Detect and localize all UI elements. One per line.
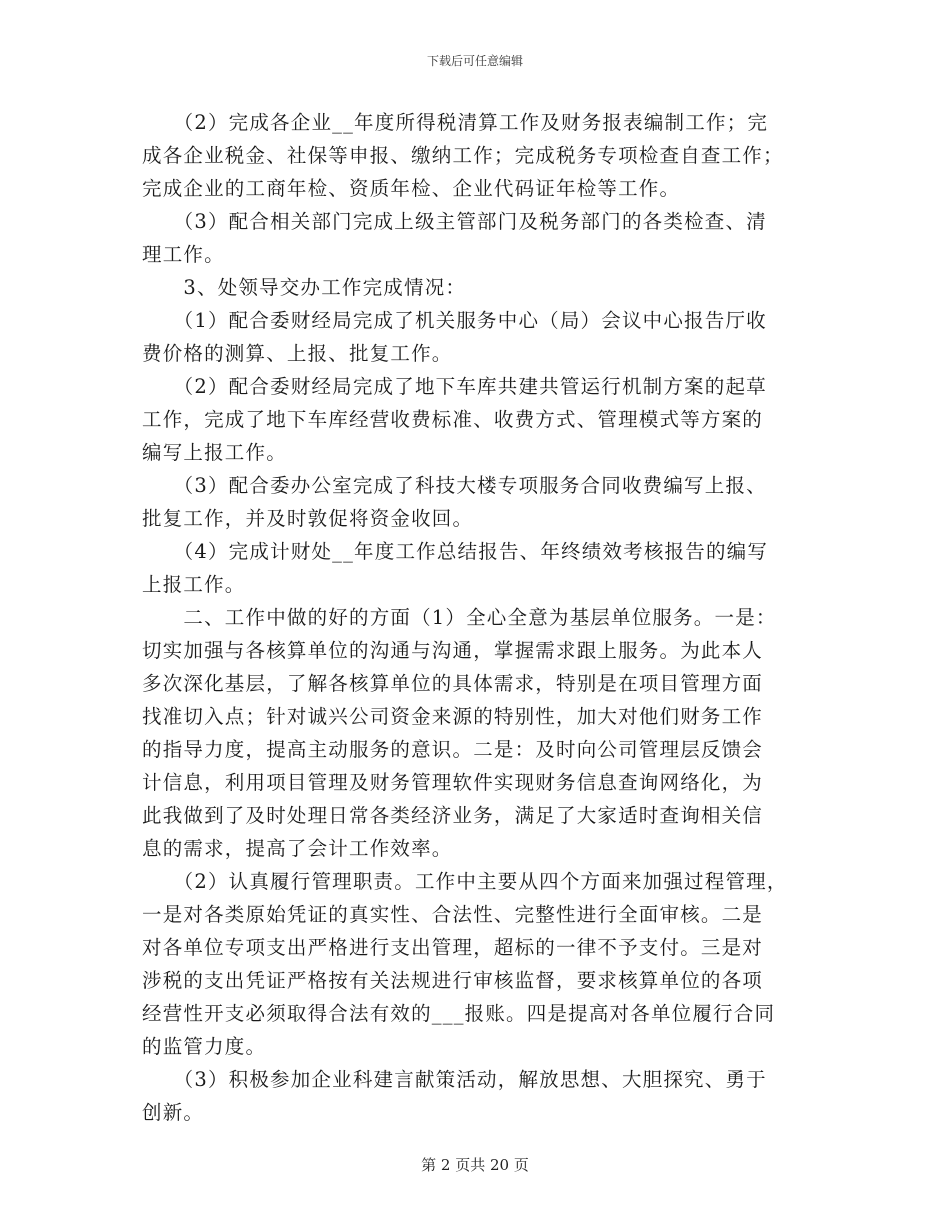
text-line: （3）配合相关部门完成上级主管部门及税务部门的各类检查、清 xyxy=(142,210,767,233)
text-line: 多次深化基层，了解各核算单位的具体需求，特别是在项目管理方面 xyxy=(142,672,764,695)
text-line: 找准切入点；针对诚兴公司资金来源的特别性，加大对他们财务工作 xyxy=(142,705,764,728)
text-line: 经营性开支必须取得合法有效的___报账。四是提高对各单位履行合同 xyxy=(142,1002,776,1025)
document-body xyxy=(142,106,822,1129)
text-line: 的指导力度，提高主动服务的意识。二是：及时向公司管理层反馈会 xyxy=(142,738,764,761)
page-footer: 第 2 页共 20 页 xyxy=(421,1156,529,1174)
text-line: 切实加强与各核算单位的沟通与沟通，掌握需求跟上服务。为此本人 xyxy=(142,639,764,662)
text-line: 上报工作。 xyxy=(142,573,246,596)
text-line: 二、工作中做的好的方面（1）全心全意为基层单位服务。一是： xyxy=(142,606,777,629)
text-line: 对各单位专项支出严格进行支出管理，超标的一律不予支付。三是对 xyxy=(142,936,764,959)
text-line: （3）积极参加企业科建言献策活动，解放思想、大胆探究、勇于 xyxy=(142,1068,767,1091)
text-line: 批复工作，并及时敦促将资金收回。 xyxy=(142,507,474,530)
text-line: 此我做到了及时处理日常各类经济业务，满足了大家适时查询相关信 xyxy=(142,804,764,827)
text-line: 工作，完成了地下车库经营收费标准、收费方式、管理模式等方案的 xyxy=(142,408,764,431)
text-line: 3、处领导交办工作完成情况： xyxy=(142,276,467,299)
text-line: （2）认真履行管理职责。工作中主要从四个方面来加强过程管理， xyxy=(142,870,788,893)
text-line: 成各企业税金、社保等申报、缴纳工作；完成税务专项检查自查工作； xyxy=(142,144,784,167)
text-line: 涉税的支出凭证严格按有关法规进行审核监督，要求核算单位的各项 xyxy=(142,969,764,992)
page-header: 下载后可任意编辑 xyxy=(426,54,523,68)
text-line: 完成企业的工商年检、资质年检、企业代码证年检等工作。 xyxy=(142,177,681,200)
text-line: 息的需求，提高了会计工作效率。 xyxy=(142,837,453,860)
text-line: （2）完成各企业__年度所得税清算工作及财务报表编制工作；完 xyxy=(142,111,769,134)
text-line: 计信息，利用项目管理及财务管理软件实现财务信息查询网络化，为 xyxy=(142,771,764,794)
text-line: 理工作。 xyxy=(142,243,225,266)
text-line: 创新。 xyxy=(142,1101,205,1124)
text-line: 的监管力度。 xyxy=(142,1035,267,1058)
text-line: 编写上报工作。 xyxy=(142,441,287,464)
text-line: （2）配合委财经局完成了地下车库共建共管运行机制方案的起草 xyxy=(142,375,767,398)
text-line: （4）完成计财处__年度工作总结报告、年终绩效考核报告的编写 xyxy=(142,540,769,563)
text-line: （1）配合委财经局完成了机关服务中心（局）会议中心报告厅收 xyxy=(142,309,767,332)
text-line: 一是对各类原始凭证的真实性、合法性、完整性进行全面审核。二是 xyxy=(142,903,764,926)
text-line: （3）配合委办公室完成了科技大楼专项服务合同收费编写上报、 xyxy=(142,474,767,497)
text-line: 费价格的测算、上报、批复工作。 xyxy=(142,342,453,365)
